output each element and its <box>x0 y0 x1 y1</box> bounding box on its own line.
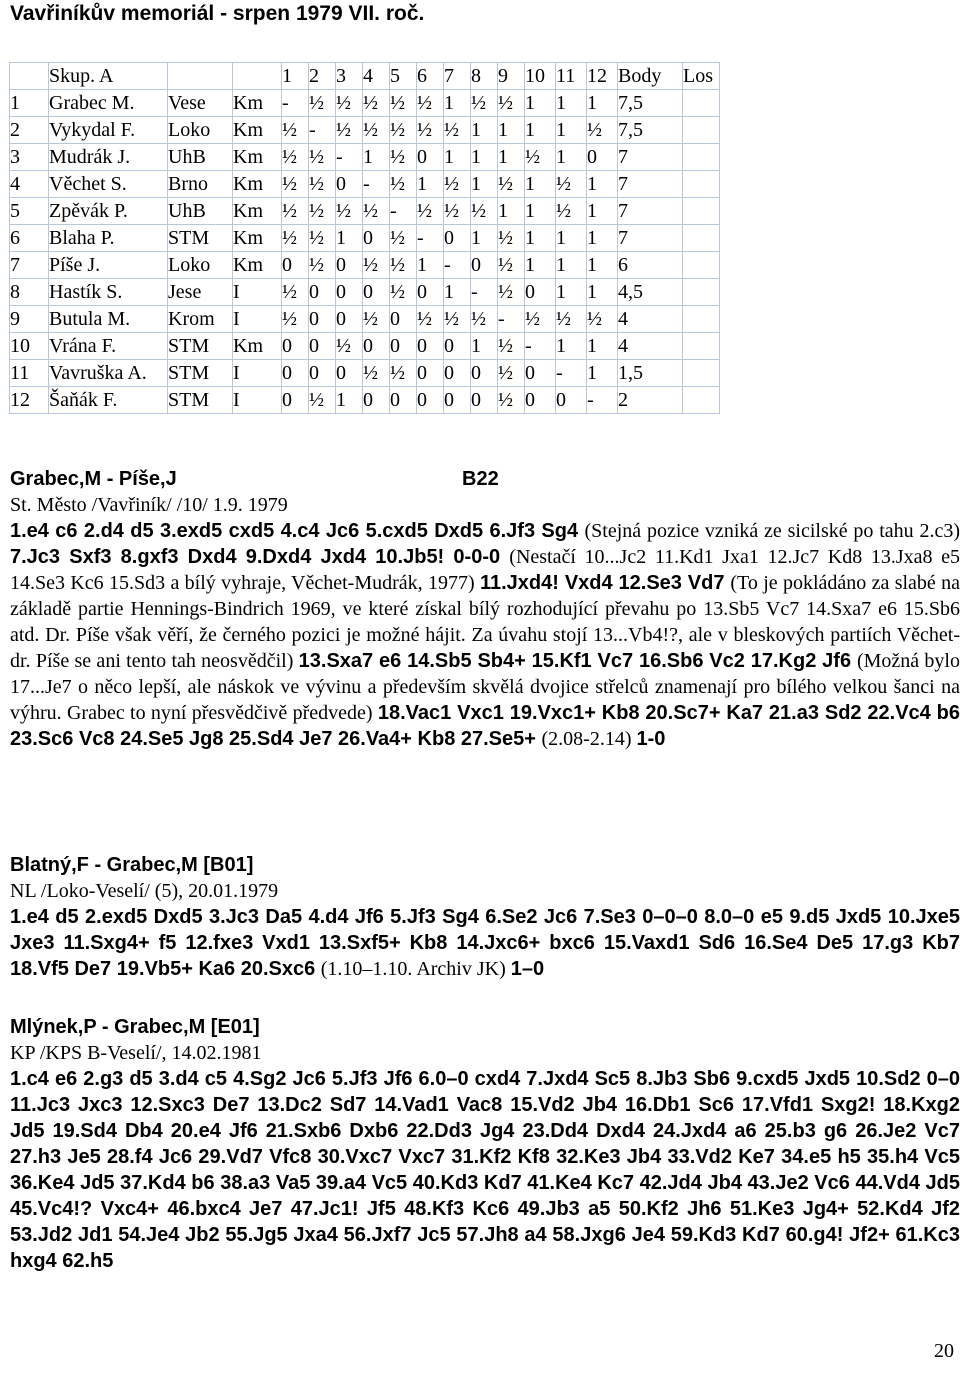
table-cell: - <box>498 306 525 333</box>
table-cell: 7,5 <box>618 90 683 117</box>
table-cell: ½ <box>390 171 417 198</box>
table-cell: 1 <box>471 171 498 198</box>
table-cell: 2 <box>309 63 336 90</box>
table-cell: ½ <box>471 90 498 117</box>
table-cell: 0 <box>444 360 471 387</box>
move-sequence: 7.Jc3 Sxf3 8.gxf3 Dxd4 9.Dxd4 Jxd4 10.Jb5! 0-0-0 <box>10 546 510 568</box>
table-cell: 1 <box>363 144 390 171</box>
move-comment: (To je pokládáno za slabé na základě partie Hennings-Bindrich 1969, ve které získal bílý rozhodující převahu po 13.Sb5 Vc7 14.Sxa7 e6 15.Sb6 atd. Dr. Píše však věří, že černého pozici je možné hájit. Za úvahu stojí 13...Vb4!?, ale v bleskových partiích Věchet-dr. Píše se ani tento tah neosvědčil) <box>10 572 960 672</box>
table-cell: ½ <box>498 90 525 117</box>
table-cell: ½ <box>498 225 525 252</box>
table-cell <box>683 171 720 198</box>
table-cell: 10 <box>10 333 49 360</box>
table-cell: ½ <box>498 252 525 279</box>
move-sequence: 1.e4 d5 2.exd5 Dxd5 3.Jc3 Da5 4.d4 Jf6 5.Jf3 Sg4 6.Se2 Jc6 7.Se3 0–0–0 8.0–0 e5 9.d5 Jxd5 10.Jxe5 Jxe3 11.Sxg4+ f5 12.fxe3 Vxd1 13.Sxf5+ Kb8 14.Jxc6+ bxc6 15.Vaxd1 Sd6 16.Se4 De5 17.g3 Kb7 18.Vf5 De7 19.Vb5+ Ka6 20.Sxc6 <box>10 906 960 980</box>
table-cell: ½ <box>336 117 363 144</box>
table-cell: STM <box>168 225 233 252</box>
table-cell: 1 <box>10 90 49 117</box>
table-cell: 1 <box>471 225 498 252</box>
game-moves <box>10 518 960 752</box>
table-cell: ½ <box>282 279 309 306</box>
table-cell: - <box>444 252 471 279</box>
table-cell: 1 <box>587 171 618 198</box>
table-cell: ½ <box>363 198 390 225</box>
table-cell: 1 <box>498 198 525 225</box>
table-cell: 10 <box>525 63 556 90</box>
table-cell: ½ <box>336 333 363 360</box>
table-cell: ½ <box>525 306 556 333</box>
table-cell: 8 <box>471 63 498 90</box>
table-cell: 2 <box>618 387 683 414</box>
game-grabec-pise <box>10 466 960 752</box>
table-cell: ½ <box>417 198 444 225</box>
table-row <box>10 387 720 414</box>
table-cell: 6 <box>417 63 444 90</box>
table-cell: Km <box>233 252 282 279</box>
table-row <box>10 252 720 279</box>
table-cell: ½ <box>336 198 363 225</box>
table-cell: 0 <box>390 306 417 333</box>
table-cell: Loko <box>168 252 233 279</box>
game-moves <box>10 1066 960 1274</box>
table-cell: 0 <box>363 387 390 414</box>
table-cell: ½ <box>390 252 417 279</box>
table-cell: 1 <box>587 333 618 360</box>
table-cell: Vese <box>168 90 233 117</box>
table-header-row <box>10 63 720 90</box>
table-cell: ½ <box>309 252 336 279</box>
table-cell: ½ <box>471 306 498 333</box>
table-cell: 0 <box>309 306 336 333</box>
table-cell: ½ <box>282 306 309 333</box>
table-cell: Jese <box>168 279 233 306</box>
table-cell: 1 <box>282 63 309 90</box>
table-cell: ½ <box>390 90 417 117</box>
table-cell: 0 <box>336 171 363 198</box>
table-cell: ½ <box>444 306 471 333</box>
table-cell: 1 <box>556 279 587 306</box>
table-cell: ½ <box>309 90 336 117</box>
move-sequence: 1.c4 e6 2.g3 d5 3.d4 c5 4.Sg2 Jc6 5.Jf3 Jf6 6.0–0 cxd4 7.Jxd4 Sc5 8.Jb3 Sb6 9.cxd5 Jxd5 10.Sd2 0–0 11.Jc3 Jxc3 12.Sxc3 De7 13.Dc2 Sd7 14.Vad1 Vac8 15.Vd2 Jb4 16.Db1 Sc6 17.Vfd1 Sxg2! 18.Kxg2 Jd5 19.Sd4 Db4 20.e4 Jf6 21.Sxb6 Dxb6 22.Dd3 Jg4 23.Dd4 Dxd4 24.Jxd4 a6 25.b3 g6 26.Je2 Vc7 27.h3 Je5 28.f4 Jc6 29.Vd7 Vfc8 30.Vxc7 Vxc7 31.Kf2 Kf8 32.Ke3 Jb4 33.Vd2 Ke7 34.e5 h5 35.h4 Vc5 36.Ke4 Jd5 37.Kd4 b6 38.a3 Va5 39.a4 Vc5 40.Kd3 Kd7 41.Ke4 Kc7 42.Jd4 Jb4 43.Je2 Vc6 44.Vd4 Jd5 45.Vc4!? Vxc4+ 46.bxc4 Je7 47.Jc1! Jf5 48.Kf3 Kc6 49.Jb3 a5 50.Kf2 Jh6 51.Ke3 Jg4+ 52.Kd4 Jf2 53.Jd2 Jd1 54.Je4 Jb2 55.Jg5 Jxa4 56.Jxf7 Jc5 57.Jh8 a4 58.Jxg6 Je4 59.Kd3 Kd7 60.g4! Jf2+ 61.Kc3 hxg4 62.h5 <box>10 1068 960 1272</box>
table-cell: 0 <box>282 360 309 387</box>
table-cell: ½ <box>498 171 525 198</box>
table-cell: - <box>471 279 498 306</box>
table-cell: ½ <box>363 252 390 279</box>
table-cell: 1 <box>444 279 471 306</box>
table-cell: 9 <box>10 306 49 333</box>
table-cell: 0 <box>336 279 363 306</box>
table-cell: 0 <box>471 252 498 279</box>
table-cell: STM <box>168 360 233 387</box>
move-sequence: 1.e4 c6 2.d4 d5 3.exd5 cxd5 4.c4 Jc6 5.cxd5 Dxd5 6.Jf3 Sg4 <box>10 520 585 542</box>
table-cell: 0 <box>471 360 498 387</box>
table-cell: - <box>336 144 363 171</box>
table-cell: 1 <box>417 171 444 198</box>
table-cell: UhB <box>168 144 233 171</box>
move-comment: (Možná bylo 17...Je7 o něco lepší, ale náskok ve vývinu a především skvělá dvojice střelců znamenají pro bílého velkou šanci na výhru. Grabec to nyní přesvědčivě předvede) <box>10 650 960 724</box>
table-cell: - <box>282 90 309 117</box>
table-cell: ½ <box>363 306 390 333</box>
table-cell: ½ <box>363 90 390 117</box>
table-cell: 1 <box>417 252 444 279</box>
game-event: NL /Loko-Veselí/ (5), 20.01.1979 <box>10 880 279 902</box>
table-cell: 11 <box>556 63 587 90</box>
game-header: Mlýnek,P - Grabec,M [E01] <box>10 1016 260 1038</box>
table-cell: 1 <box>444 90 471 117</box>
table-cell: 1 <box>587 225 618 252</box>
table-cell: 1 <box>525 117 556 144</box>
table-cell: Butula M. <box>49 306 168 333</box>
game-mlynek-grabec <box>10 1014 960 1274</box>
table-row <box>10 90 720 117</box>
table-cell: 1 <box>336 225 363 252</box>
table-cell: Vavruška A. <box>49 360 168 387</box>
table-cell: ½ <box>390 225 417 252</box>
table-cell: Píše J. <box>49 252 168 279</box>
game-moves <box>10 904 960 982</box>
table-cell: - <box>390 198 417 225</box>
table-cell: ½ <box>556 198 587 225</box>
table-cell: 3 <box>10 144 49 171</box>
table-cell: Hastík S. <box>49 279 168 306</box>
table-cell: ½ <box>444 117 471 144</box>
move-sequence: 18.Vac1 Vxc1 19.Vxc1+ Kb8 20.Sc7+ Ka7 21.a3 Sd2 22.Vc4 b6 23.Sc6 Vc8 24.Se5 Jg8 25.Sd4 Je7 26.Va4+ Kb8 27.Se5+ <box>10 702 960 750</box>
table-cell: - <box>587 387 618 414</box>
table-cell: ½ <box>498 279 525 306</box>
table-cell: Vykydal F. <box>49 117 168 144</box>
table-row <box>10 144 720 171</box>
table-cell <box>10 63 49 90</box>
table-cell: Body <box>618 63 683 90</box>
table-cell: 0 <box>417 144 444 171</box>
table-row <box>10 225 720 252</box>
move-comment: (Stejná pozice vzniká ze sicilské po tahu 2.c3) <box>584 520 960 542</box>
table-cell: 1 <box>336 387 363 414</box>
table-cell <box>683 387 720 414</box>
table-cell: 1,5 <box>618 360 683 387</box>
table-cell: ½ <box>282 198 309 225</box>
table-cell: Věchet S. <box>49 171 168 198</box>
table-cell: I <box>233 279 282 306</box>
table-cell: 5 <box>10 198 49 225</box>
table-cell: 0 <box>417 387 444 414</box>
table-cell: 1 <box>471 144 498 171</box>
game-event: KP /KPS B-Veselí/, 14.02.1981 <box>10 1042 262 1064</box>
table-cell: Krom <box>168 306 233 333</box>
table-cell: ½ <box>417 117 444 144</box>
table-cell: 1 <box>556 252 587 279</box>
table-cell: 2 <box>10 117 49 144</box>
game-header: Blatný,F - Grabec,M [B01] <box>10 854 254 876</box>
table-cell: ½ <box>282 171 309 198</box>
table-cell: 0 <box>363 333 390 360</box>
table-cell: 6 <box>10 225 49 252</box>
table-cell: 0 <box>525 387 556 414</box>
table-cell: 7 <box>618 225 683 252</box>
table-cell: Km <box>233 90 282 117</box>
move-comment: (1.10–1.10. Archiv JK) <box>320 958 511 980</box>
table-cell: 1 <box>471 333 498 360</box>
crosstable <box>9 62 720 414</box>
table-cell: I <box>233 306 282 333</box>
table-cell: 0 <box>363 225 390 252</box>
table-cell: 1 <box>556 90 587 117</box>
table-cell: 5 <box>390 63 417 90</box>
table-cell: 3 <box>336 63 363 90</box>
table-cell <box>683 90 720 117</box>
table-cell: Km <box>233 117 282 144</box>
table-cell: 0 <box>417 279 444 306</box>
table-cell: ½ <box>556 306 587 333</box>
table-cell: 1 <box>525 252 556 279</box>
page-number: 20 <box>934 1340 954 1362</box>
table-cell: 0 <box>556 387 587 414</box>
table-cell: ½ <box>417 90 444 117</box>
table-cell: 7 <box>618 171 683 198</box>
table-cell: 12 <box>10 387 49 414</box>
table-cell <box>683 225 720 252</box>
table-cell: 7 <box>10 252 49 279</box>
table-cell: 4 <box>618 306 683 333</box>
table-cell: ½ <box>390 117 417 144</box>
table-cell: ½ <box>363 360 390 387</box>
table-cell: 0 <box>282 252 309 279</box>
game-event: St. Město /Vavřiník/ /10/ 1.9. 1979 <box>10 494 288 516</box>
table-cell: ½ <box>336 90 363 117</box>
table-cell: Blaha P. <box>49 225 168 252</box>
table-cell: 7 <box>618 198 683 225</box>
game-eco: B22 <box>462 468 499 490</box>
table-cell <box>233 63 282 90</box>
table-cell: 1 <box>498 144 525 171</box>
table-cell: 0 <box>363 279 390 306</box>
move-sequence: 13.Sxa7 e6 14.Sb5 Sb4+ 15.Kf1 Vc7 16.Sb6 Vc2 17.Kg2 Jf6 <box>298 650 857 672</box>
table-cell: 0 <box>444 387 471 414</box>
table-cell: 0 <box>525 360 556 387</box>
table-cell: 0 <box>417 360 444 387</box>
table-cell: Skup. A <box>49 63 168 90</box>
table-cell: Brno <box>168 171 233 198</box>
table-cell: 0 <box>390 387 417 414</box>
table-cell <box>683 198 720 225</box>
table-cell: 0 <box>471 387 498 414</box>
page-title: Vavřiníkův memoriál - srpen 1979 VII. roč. <box>10 2 425 25</box>
table-row <box>10 117 720 144</box>
table-cell <box>683 117 720 144</box>
table-cell: 0 <box>309 279 336 306</box>
table-cell: - <box>417 225 444 252</box>
table-cell: I <box>233 360 282 387</box>
table-cell: ½ <box>309 225 336 252</box>
table-cell: 1 <box>587 198 618 225</box>
table-cell: - <box>309 117 336 144</box>
game-header <box>10 466 960 492</box>
table-cell: Šaňák F. <box>49 387 168 414</box>
move-comment: (Nestačí 10...Jc2 11.Kd1 Jxa1 12.Jc7 Kd8 13.Jxa8 e5 14.Se3 Kc6 15.Sd3 a bílý vyhraje, Věchet-Mudrák, 1977) <box>10 546 960 594</box>
table-cell: 1 <box>556 117 587 144</box>
table-cell: ½ <box>587 117 618 144</box>
table-row <box>10 360 720 387</box>
table-cell: 0 <box>336 360 363 387</box>
table-cell: 1 <box>556 333 587 360</box>
table-cell: 1 <box>444 144 471 171</box>
table-cell: Km <box>233 144 282 171</box>
table-cell: 0 <box>525 279 556 306</box>
table-cell: Km <box>233 198 282 225</box>
table-cell: 6 <box>618 252 683 279</box>
table-cell: Los <box>683 63 720 90</box>
table-cell: Km <box>233 225 282 252</box>
table-cell: 1 <box>525 225 556 252</box>
table-cell: 1 <box>556 144 587 171</box>
table-cell <box>168 63 233 90</box>
table-cell: 11 <box>10 360 49 387</box>
table-cell: 0 <box>282 333 309 360</box>
table-cell: 0 <box>390 333 417 360</box>
table-cell: Loko <box>168 117 233 144</box>
table-cell: Grabec M. <box>49 90 168 117</box>
table-row <box>10 279 720 306</box>
table-cell: - <box>363 171 390 198</box>
table-cell: 1 <box>498 117 525 144</box>
table-cell: 1 <box>587 279 618 306</box>
table-cell: 7,5 <box>618 117 683 144</box>
table-cell: ½ <box>282 144 309 171</box>
table-cell: 0 <box>282 387 309 414</box>
table-cell: 1 <box>525 171 556 198</box>
table-cell <box>683 252 720 279</box>
table-cell: ½ <box>556 171 587 198</box>
table-cell: - <box>556 360 587 387</box>
table-cell: Km <box>233 333 282 360</box>
table-cell: ½ <box>309 198 336 225</box>
table-cell: Vrána F. <box>49 333 168 360</box>
table-cell: 8 <box>10 279 49 306</box>
table-cell: ½ <box>282 225 309 252</box>
table-cell: Mudrák J. <box>49 144 168 171</box>
table-cell: 1 <box>556 225 587 252</box>
table-cell: 1 <box>587 360 618 387</box>
move-comment: (2.08-2.14) <box>541 728 637 750</box>
table-cell <box>683 306 720 333</box>
table-cell: 4 <box>10 171 49 198</box>
table-row <box>10 306 720 333</box>
table-cell: 0 <box>587 144 618 171</box>
table-cell: 1 <box>525 90 556 117</box>
table-cell <box>683 333 720 360</box>
table-cell: I <box>233 387 282 414</box>
table-row <box>10 198 720 225</box>
table-cell: 12 <box>587 63 618 90</box>
table-cell: ½ <box>309 144 336 171</box>
table-cell: 1 <box>587 252 618 279</box>
table-cell: 0 <box>444 225 471 252</box>
table-cell: 9 <box>498 63 525 90</box>
table-cell: Km <box>233 171 282 198</box>
game-blatny-grabec <box>10 852 960 982</box>
table-cell: ½ <box>417 306 444 333</box>
table-cell: STM <box>168 333 233 360</box>
table-row <box>10 333 720 360</box>
table-cell: ½ <box>471 198 498 225</box>
table-cell: 0 <box>417 333 444 360</box>
table-cell <box>683 360 720 387</box>
table-cell: 0 <box>336 252 363 279</box>
table-cell: ½ <box>363 117 390 144</box>
table-cell: 0 <box>336 306 363 333</box>
table-cell: 1 <box>471 117 498 144</box>
move-sequence: 11.Jxd4! Vxd4 12.Se3 Vd7 <box>479 572 731 594</box>
table-cell <box>683 144 720 171</box>
table-cell: 4,5 <box>618 279 683 306</box>
table-cell: ½ <box>444 171 471 198</box>
move-sequence: 1–0 <box>510 958 545 980</box>
table-cell: 0 <box>309 333 336 360</box>
table-cell: UhB <box>168 198 233 225</box>
game-players: Grabec,M - Píše,J <box>10 468 177 490</box>
table-cell: Zpěvák P. <box>49 198 168 225</box>
table-cell: ½ <box>390 279 417 306</box>
table-cell: - <box>525 333 556 360</box>
table-cell: STM <box>168 387 233 414</box>
table-cell: ½ <box>309 387 336 414</box>
table-cell <box>683 279 720 306</box>
table-cell: ½ <box>390 360 417 387</box>
move-sequence: 1-0 <box>636 728 666 750</box>
table-cell: ½ <box>498 360 525 387</box>
table-cell: 1 <box>525 198 556 225</box>
table-cell: ½ <box>498 387 525 414</box>
table-cell: ½ <box>390 144 417 171</box>
table-cell: 7 <box>618 144 683 171</box>
table-cell: ½ <box>498 333 525 360</box>
table-cell: 7 <box>444 63 471 90</box>
table-cell: ½ <box>282 117 309 144</box>
table-cell: ½ <box>525 144 556 171</box>
table-cell: 0 <box>309 360 336 387</box>
table-cell: ½ <box>309 171 336 198</box>
table-cell: 4 <box>618 333 683 360</box>
table-cell: ½ <box>444 198 471 225</box>
table-cell: 0 <box>444 333 471 360</box>
table-row <box>10 171 720 198</box>
table-cell: ½ <box>587 306 618 333</box>
table-cell: 4 <box>363 63 390 90</box>
table-cell: 1 <box>587 90 618 117</box>
